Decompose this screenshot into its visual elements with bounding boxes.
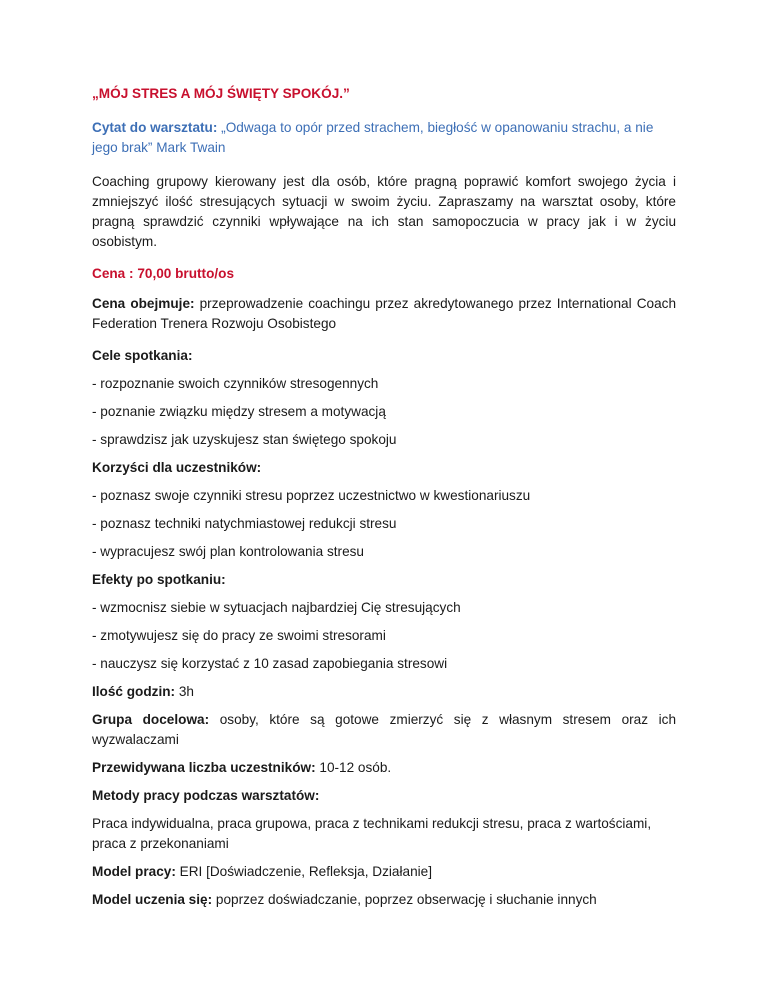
hours: [92, 682, 676, 702]
quote-text: „Odwaga to opór przed strachem, biegłość w opanowaniu strachu, a nie jego brak” Mark Twain: [92, 120, 654, 155]
intro-paragraph: Coaching grupowy kierowany jest dla osób, które pragną poprawić komfort swojego życia i zmniejszyć ilość stresujących sytuacji w swoim życiu. Zapraszamy na warsztat osoby, które pragną sprawdzić czynniki wpływające na ich stan samopoczucia w pracy jak i w życiu osobistym.: [92, 174, 676, 249]
hours-value: 3h: [178, 684, 194, 699]
hours-label: Ilość godzin:: [92, 684, 176, 699]
effects-heading: Efekty po spotkaniu:: [92, 572, 226, 587]
learning-model: [92, 890, 676, 910]
methods-text: Praca indywidualna, praca grupowa, praca z technikami redukcji stresu, praca z wartościami, praca z przekonaniami: [92, 816, 652, 851]
price: Cena : 70,00 brutto/os: [92, 266, 235, 281]
target-group-value: osoby, które są gotowe zmierzyć się z własnym stresem oraz ich wyzwalaczami: [92, 712, 676, 747]
goals-item: - poznanie związku między stresem a motywacją: [92, 404, 386, 419]
goals-item: - rozpoznanie swoich czynników stresogennych: [92, 376, 379, 391]
target-group-label: Grupa docelowa:: [92, 712, 210, 727]
benefits-item: - poznasz swoje czynniki stresu poprzez uczestnictwo w kwestionariuszu: [92, 488, 531, 503]
price-includes: [92, 294, 676, 334]
benefits-heading: Korzyści dla uczestników:: [92, 460, 262, 475]
goals-item: - sprawdzisz jak uzyskujesz stan świętego spokoju: [92, 432, 397, 447]
quote-label: Cytat do warsztatu:: [92, 120, 218, 135]
price-includes-text: przeprowadzenie coachingu przez akredytowanego przez International Coach Federation Trenera Rozwoju Osobistego: [92, 296, 677, 331]
learning-model-value: poprzez doświadczanie, poprzez obserwację i słuchanie innych: [215, 892, 597, 907]
effects-item: - zmotywujesz się do pracy ze swoimi stresorami: [92, 628, 386, 643]
workshop-quote: [92, 118, 676, 158]
work-model-label: Model pracy:: [92, 864, 176, 879]
goals-heading: Cele spotkania:: [92, 348, 193, 363]
effects-item: - nauczysz się korzystać z 10 zasad zapobiegania stresowi: [92, 656, 448, 671]
target-group: [92, 710, 676, 750]
participants-label: Przewidywana liczba uczestników:: [92, 760, 316, 775]
effects-item: - wzmocnisz siebie w sytuacjach najbardziej Cię stresujących: [92, 600, 461, 615]
benefits-item: - poznasz techniki natychmiastowej redukcji stresu: [92, 516, 397, 531]
price-includes-label: Cena obejmuje:: [92, 296, 195, 311]
benefits-item: - wypracujesz swój plan kontrolowania stresu: [92, 544, 364, 559]
work-model: [92, 862, 676, 882]
participants: [92, 758, 676, 778]
learning-model-label: Model uczenia się:: [92, 892, 213, 907]
document-title: „MÓJ STRES A MÓJ ŚWIĘTY SPOKÓJ.”: [92, 86, 350, 101]
work-model-value: ERI [Doświadczenie, Refleksja, Działanie]: [179, 864, 432, 879]
participants-value: 10-12 osób.: [319, 760, 392, 775]
methods-heading: Metody pracy podczas warsztatów:: [92, 788, 320, 803]
